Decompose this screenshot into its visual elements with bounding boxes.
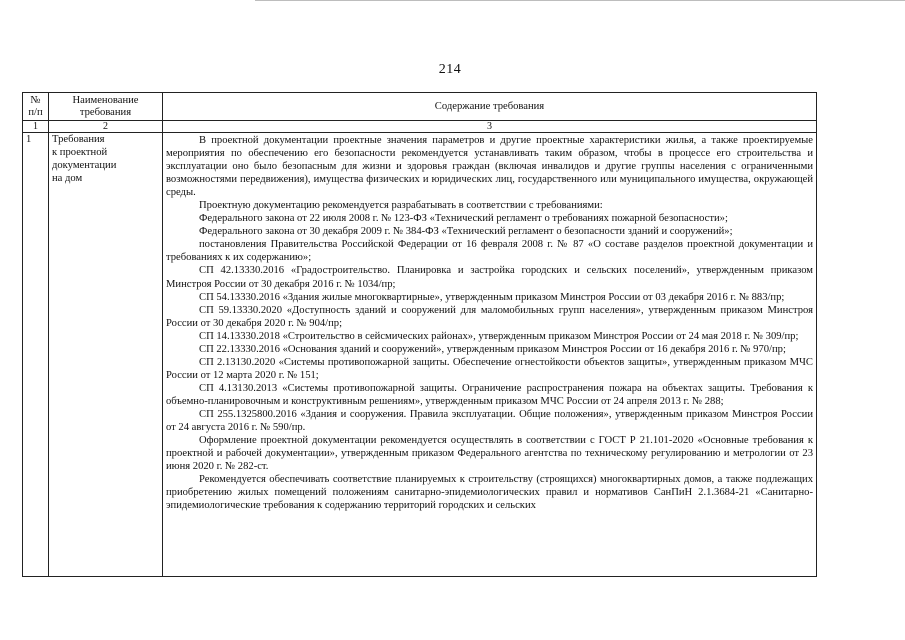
requirements-table <box>22 92 817 577</box>
column-index-row <box>23 121 817 133</box>
content-paragraph: постановления Правительства Российской Федерации от 16 февраля 2008 г. № 87 «О составе разделов проектной документации и требованиях к их содержанию»; <box>166 239 813 264</box>
requirement-name-line: Требования <box>52 134 105 145</box>
page-number: 214 <box>438 62 462 77</box>
row-requirement-content <box>163 133 817 577</box>
header-name <box>49 93 163 121</box>
header-number-line1: № <box>30 94 41 106</box>
content-paragraph: Федерального закона от 30 декабря 2009 г. № 384-ФЗ «Технический регламент о безопасности зданий и сооружений»; <box>199 226 733 238</box>
content-paragraph: СП 22.13330.2016 «Основания зданий и сооружений», утвержденным приказом Минстроя России от 16 декабря 2016 г. № 970/пр; <box>199 343 786 355</box>
content-paragraph: Рекомендуется обеспечивать соответствие планируемых к строительству (строящихся) многоквартирных домов, а также подлежащих приобретению жилых помещений положениям санитарно-эпидемиологических правил и нормативов СанПиН 2.1.3684-21 «Санитарно-эпидемиологические требования к содержанию территорий городских и сельских <box>166 474 813 512</box>
content-paragraph: Федерального закона от 22 июля 2008 г. № 123-ФЗ «Технический регламент о требованиях пожарной безопасности»; <box>199 213 728 225</box>
header-number <box>23 93 49 121</box>
content-paragraph: СП 59.13330.2020 «Доступность зданий и сооружений для маломобильных групп населения», утвержденным приказом Минстроя России от 30 декабря 2020 г. № 904/пр; <box>166 304 813 329</box>
row-requirement-name <box>49 133 163 577</box>
content-paragraph: СП 54.13330.2016 «Здания жилые многоквартирные», утвержденным приказом Минстроя России от 03 декабря 2016 г. № 883/пр; <box>199 291 785 303</box>
requirement-content-text <box>166 133 813 576</box>
table-header-row <box>23 93 817 121</box>
content-paragraph: СП 2.13130.2020 «Системы противопожарной защиты. Обеспечение огнестойкости объектов защиты», утвержденным приказом МЧС России от 12 марта 2020 г. № 151; <box>166 356 813 381</box>
content-paragraph: Оформление проектной документации рекомендуется осуществлять в соответствии с ГОСТ Р 21.101-2020 «Основные требования к проектной и рабочей документации», утвержденным приказом Федерального агентства по техническому регулированию и метрологии от 23 июня 2020 г. № 282-ст. <box>166 435 813 473</box>
content-paragraph: СП 42.13330.2016 «Градостроительство. Планировка и застройка городских и сельских поселений», утвержденным приказом Минстроя России от 30 декабря 2016 г. № 1034/пр; <box>166 265 813 290</box>
content-paragraph: СП 4.13130.2013 «Системы противопожарной защиты. Ограничение распространения пожара на объектах защиты. Требования к объемно-планировочным и конструктивным решениям», утвержденным приказом МЧС России от 24 апреля 2013 г. № 288; <box>166 382 813 407</box>
content-paragraph: СП 14.13330.2018 «Строительство в сейсмических районах», утвержденным приказом Минстроя России от 24 мая 2018 г. № 309/пр; <box>199 330 799 342</box>
header-number-line2: п/п <box>28 106 43 118</box>
table-row <box>23 133 817 577</box>
header-name-line2: требования <box>79 106 132 118</box>
requirement-name-line: на дом <box>52 173 83 185</box>
header-name-line1: Наименование <box>72 94 139 106</box>
page-bottom-margin <box>0 636 905 640</box>
content-paragraph: СП 255.1325800.2016 «Здания и сооружения. Правила эксплуатации. Общие положения», утвержденным приказом Минстроя России от 24 августа 2016 г. № 590/пр. <box>166 408 813 434</box>
requirement-name-line: к проектной <box>52 147 108 159</box>
scan-top-edge <box>255 0 905 1</box>
column-index-1: 1 <box>23 121 49 133</box>
content-paragraph: Проектную документацию рекомендуется разрабатывать в соответствии с требованиями: <box>199 200 603 212</box>
column-index-3: 3 <box>163 121 817 133</box>
content-paragraph: В проектной документации проектные значения параметров и другие проектные характеристики жилья, а также проектируемые мероприятия по обеспечению его безопасности рекомендуется устанавливать таким образом, чтобы в процессе его строительства и эксплуатации оно было безопасным для жизни и здоровья граждан (включая инвалидов и другие группы населения с ограниченными возможностями передвижения), имущества физических и юридических лиц, государственного или муниципального имущества, окружающей среды. <box>166 135 813 199</box>
header-content: Содержание требования <box>163 93 817 121</box>
row-number: 1 <box>23 133 49 577</box>
requirement-name-line: документации <box>52 160 117 172</box>
column-index-2: 2 <box>49 121 163 133</box>
